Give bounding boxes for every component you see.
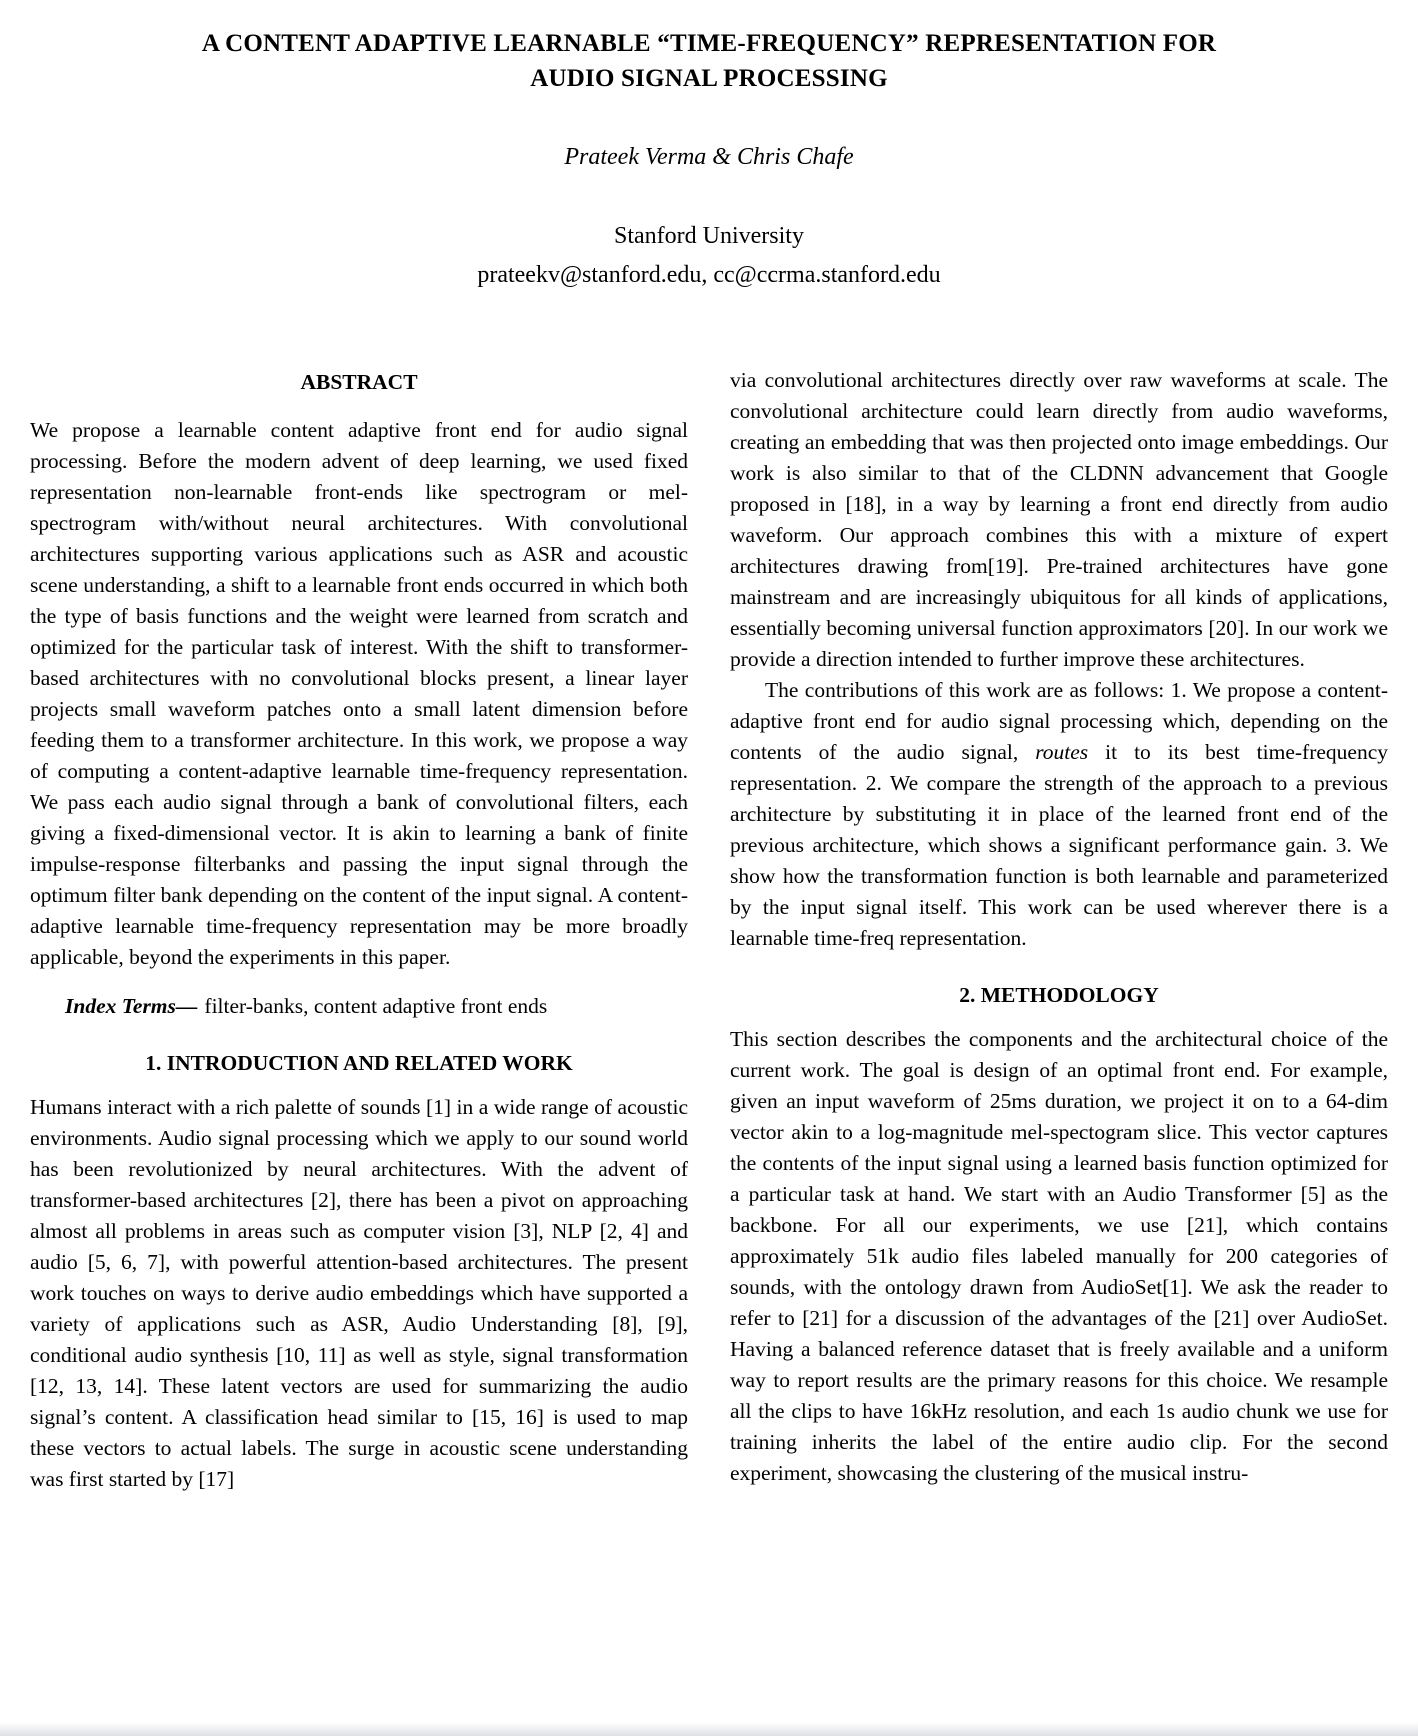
two-column-body xyxy=(0,365,1418,1495)
right-column xyxy=(730,365,1388,1495)
paper-header xyxy=(0,0,1418,295)
paper-title-line-1: A CONTENT ADAPTIVE LEARNABLE “TIME-FREQUENCY” REPRESENTATION FOR xyxy=(201,30,1217,57)
affiliation-block xyxy=(0,217,1418,295)
section-1-heading: 1. INTRODUCTION AND RELATED WORK xyxy=(145,1051,573,1075)
methodology-paragraph: This section describes the components and the architectural choice of the current work. The goal is design of an optimal front end. For example, given an input waveform of 25ms duration, we project it on to a 64-dim vector akin to a log-magnitude mel-spectogram slice. This vector captures the contents of the input signal using a learned basis function optimized for a particular task at hand. We start with an Audio Transformer [5] as the backbone. For all our experiments, we use [21], which contains approximately 51k audio files labeled manually for 200 categories of sounds, with the ontology drawn from AudioSet[1]. We ask the reader to refer to [21] for a discussion of the advantages of the [21] over AudioSet. Having a balanced reference dataset that is freely available and a uniform way to report results are the primary reasons for this choice. We resample all the clips to have 16kHz resolution, and each 1s audio chunk we use for training inherits the label of the entire audio clip. For the second experiment, showcasing the clustering of the musical instru- xyxy=(730,1027,1388,1485)
paper-title-line-2: AUDIO SIGNAL PROCESSING xyxy=(530,65,888,92)
paper-authors: Prateek Verma & Chris Chafe xyxy=(564,144,854,170)
abstract-body: We propose a learnable content adaptive front end for audio signal processing. Before the modern advent of deep learning, we used fixed representation non-learnable front-ends like spectrogram or mel-spectrogram with/without neural architectures. With convolutional architectures supporting various applications such as ASR and acoustic scene understanding, a shift to a learnable front ends occurred in which both the type of basis functions and the weight were learned from scratch and optimized for the particular task of interest. With the shift to transformer-based architectures with no convolutional blocks present, a linear layer projects small waveform patches onto a small latent dimension before feeding them to a transformer architecture. In this work, we propose a way of computing a content-adaptive learnable time-frequency representation. We pass each audio signal through a bank of convolutional filters, each giving a fixed-dimensional vector. It is akin to learning a bank of finite impulse-response filterbanks and passing the input signal through the optimum filter bank depending on the content of the input signal. A content-adaptive learnable time-frequency representation may be more broadly applicable, beyond the experiments in this paper. xyxy=(30,418,688,969)
index-terms-line xyxy=(30,991,688,1022)
index-terms-text: filter-banks, content adaptive front ends xyxy=(204,994,548,1018)
intro-continuation-paragraph: via convolutional architectures directly over raw waveforms at scale. The convolutional architecture could learn directly from audio waveforms, creating an embedding that was then projected onto image embeddings. Our work is also similar to that of the CLDNN advancement that Google proposed in [18], in a way by learning a front end directly from audio waveform. Our approach combines this with a mixture of expert architectures drawing from[19]. Pre-trained architectures have gone mainstream and are increasingly ubiquitous for all kinds of applications, essentially becoming universal function approximators [20]. In our work we provide a direction intended to further improve these architectures. xyxy=(730,368,1388,671)
contributions-paragraph xyxy=(730,675,1388,954)
contributions-text-pre: The contributions of this work are as follows: 1. We propose a content-adaptive front end for audio signal processing which, depending on the contents of the audio signal, xyxy=(730,678,1388,764)
paper-title xyxy=(0,26,1418,96)
index-terms-label: Index Terms— xyxy=(65,994,198,1018)
paper-emails: prateekv@stanford.edu, cc@ccrma.stanford.edu xyxy=(477,262,941,288)
paper-affiliation: Stanford University xyxy=(614,223,804,249)
page-bottom-edge xyxy=(0,1722,1418,1736)
left-column xyxy=(30,365,688,1495)
intro-paragraph: Humans interact with a rich palette of sounds [1] in a wide range of acoustic environments. Audio signal processing which we apply to our sound world has been revolutionized by neural architectures. With the advent of transformer-based architectures [2], there has been a pivot on approaching almost all problems in areas such as computer vision [3], NLP [2, 4] and audio [5, 6, 7], with powerful attention-based architectures. The present work touches on ways to derive audio embeddings which have supported a variety of applications such as ASR, Audio Understanding [8], [9], conditional audio synthesis [10, 11] as well as style, signal transformation [12, 13, 14]. These latent vectors are used for summarizing the audio signal’s content. A classification head similar to [15, 16] is used to map these vectors to actual labels. The surge in acoustic scene understanding was first started by [17] xyxy=(30,1095,688,1491)
abstract-heading: ABSTRACT xyxy=(300,370,418,394)
contributions-text-post: it to its best time-frequency representation. 2. We compare the strength of the approach to a previous architecture by substituting it in place of the learned front end of the previous architecture, which shows a significant performance gain. 3. We show how the transformation function is both learnable and parameterized by the input signal itself. This work can be used wherever there is a learnable time-freq representation. xyxy=(730,740,1388,950)
contributions-italic-word: routes xyxy=(1035,740,1089,764)
section-2-heading: 2. METHODOLOGY xyxy=(959,983,1159,1007)
